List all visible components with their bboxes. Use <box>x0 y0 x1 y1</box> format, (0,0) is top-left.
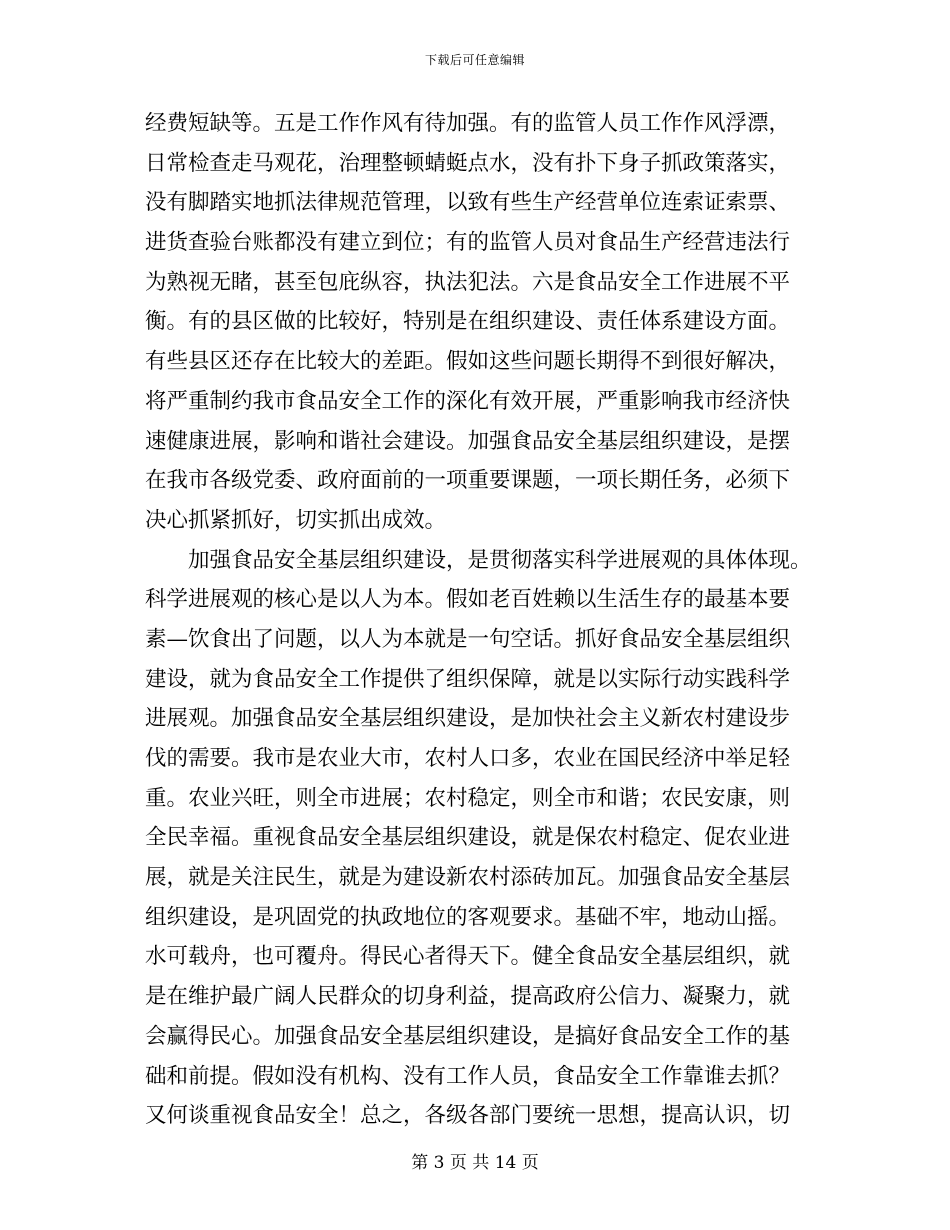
text-line: 础和前提。假如没有机构、没有工作人员，食品安全工作靠谁去抓？ <box>145 1063 791 1089</box>
text-line: 速健康进展，影响和谐社会建设。加强食品安全基层组织建设，是摆 <box>145 428 791 454</box>
text-line: 科学进展观的核心是以人为本。假如老百姓赖以生活生存的最基本要 <box>145 587 791 613</box>
page-footer: 第 3 页 共 14 页 <box>411 1153 539 1173</box>
text-line: 经费短缺等。五是工作作风有待加强。有的监管人员工作作风浮漂， <box>145 111 791 136</box>
text-line: 组织建设，是巩固党的执政地位的客观要求。基础不牢，地动山摇。 <box>145 904 791 930</box>
page-header: 下载后可任意编辑 <box>424 53 525 67</box>
text-line: 日常检查走马观花，治理整顿蜻蜓点水，没有扑下身子抓政策落实， <box>145 150 791 176</box>
text-line: 建设，就为食品安全工作提供了组织保障，就是以实际行动实践科学 <box>145 666 791 692</box>
text-line: 是在维护最广阔人民群众的切身利益，提高政府公信力、凝聚力，就 <box>145 984 791 1010</box>
document-body <box>145 104 813 1136</box>
text-line: 将严重制约我市食品安全工作的深化有效开展，严重影响我市经济快 <box>145 388 791 414</box>
text-line: 展，就是关注民生，就是为建设新农村添砖加瓦。加强食品安全基层 <box>145 865 791 891</box>
text-line: 进展观。加强食品安全基层组织建设，是加快社会主义新农村建设步 <box>145 706 791 732</box>
paragraph-first-line: 加强食品安全基层组织建设，是贯彻落实科学进展观的具体体现。 <box>188 547 812 573</box>
text-line: 伐的需要。我市是农业大市，农村人口多，农业在国民经济中举足轻 <box>145 746 791 771</box>
text-line: 素—饮食出了问题，以人为本就是一句空话。抓好食品安全基层组织 <box>145 626 791 652</box>
text-line: 在我市各级党委、政府面前的一项重要课题，一项长期任务，必须下 <box>145 468 791 494</box>
text-line: 衡。有的县区做的比较好，特别是在组织建设、责任体系建设方面。 <box>145 309 791 335</box>
text-line: 又何谈重视食品安全！总之，各级各部门要统一思想，提高认识，切 <box>145 1103 791 1129</box>
text-line: 水可载舟，也可覆舟。得民心者得天下。健全食品安全基层组织，就 <box>145 944 791 970</box>
text-line: 重。农业兴旺，则全市进展；农村稳定，则全市和谐；农民安康，则 <box>145 785 791 811</box>
text-line: 会赢得民心。加强食品安全基层组织建设，是搞好食品安全工作的基 <box>145 1023 791 1049</box>
text-line: 为熟视无睹，甚至包庇纵容，执法犯法。六是食品安全工作进展不平 <box>145 269 791 295</box>
text-line: 全民幸福。重视食品安全基层组织建设，就是保农村稳定、促农业进 <box>145 825 791 851</box>
text-line: 进货查验台账都没有建立到位；有的监管人员对食品生产经营违法行 <box>145 230 791 256</box>
text-line: 有些县区还存在比较大的差距。假如这些问题长期得不到很好解决， <box>145 349 791 375</box>
text-line: 决心抓紧抓好，切实抓出成效。 <box>145 507 447 533</box>
text-line: 没有脚踏实地抓法律规范管理，以致有些生产经营单位连索证索票、 <box>145 190 791 216</box>
